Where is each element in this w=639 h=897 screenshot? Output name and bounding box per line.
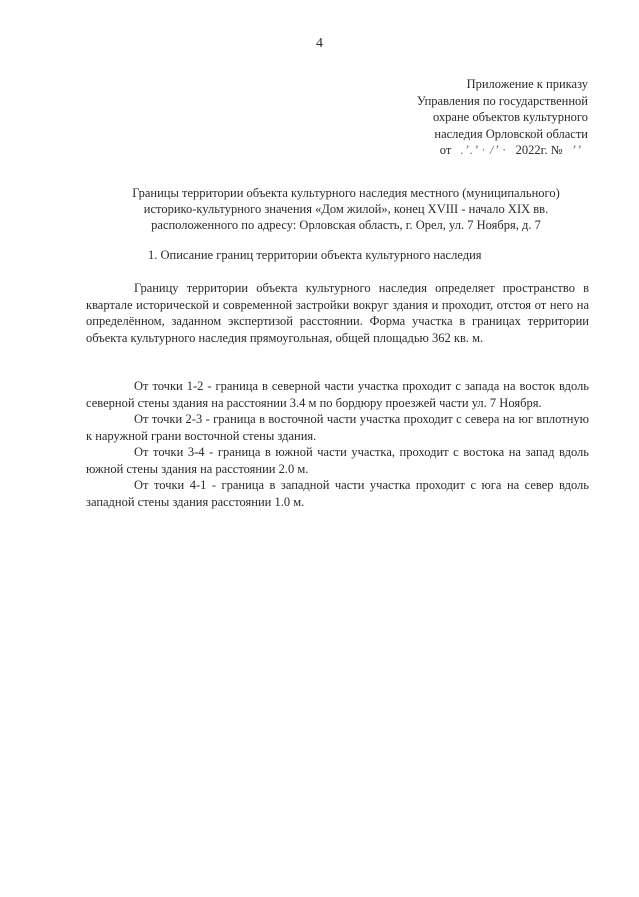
- order-year: 2022г. №: [515, 143, 563, 157]
- appendix-line: Управления по государственной: [416, 93, 588, 108]
- intro-paragraph: Границу территории объекта культурного наследия определяет пространство в квартале исторической и современной застройки вокруг здания и проходит, отстоя от него на определённом, заданном экспертизой расстоянии. Форма участка в границах территории объекта культурного наследия прямоугольная, общей площадью 362 кв. м.: [86, 281, 589, 345]
- appendix-header: [330, 76, 588, 159]
- boundary-points: [86, 378, 589, 510]
- intro-block: [86, 280, 589, 346]
- order-date-line: [330, 142, 588, 159]
- title-line: расположенного по адресу: Орловская область, г. Орел, ул. 7 Ноября, д. 7: [151, 218, 541, 232]
- date-prefix: от: [439, 143, 452, 157]
- page-number: 4: [316, 36, 323, 51]
- point-2-3-paragraph: От точки 2-3 - граница в восточной части участка проходит с севера на юг вплотную к наружной грани восточной стены здания.: [86, 412, 589, 443]
- point-1-2-paragraph: От точки 1-2 - граница в северной части участка проходит с запада на восток вдоль северной стены здания на расстоянии 3.4 м по бордюру проезжей части ул. 7 Ноября.: [86, 379, 589, 410]
- point-4-1-paragraph: От точки 4-1 - граница в западной части участка проходит с юга на север вдоль западной стены здания расстоянии 1.0 м.: [86, 478, 589, 509]
- appendix-line: Приложение к приказу: [466, 77, 588, 91]
- section-heading: 1. Описание границ территории объекта культурного наследия: [148, 248, 482, 262]
- appendix-line: охране объектов культурного: [432, 110, 588, 124]
- handwritten-date: .’.’ · /’ ·: [460, 143, 507, 157]
- appendix-line: наследия Орловской области: [434, 126, 588, 141]
- document-title: [100, 185, 592, 233]
- title-line: Границы территории объекта культурного наследия местного (муниципального): [132, 186, 560, 200]
- title-line: историко-культурного значения «Дом жилой», конец XVIII - начало XIX вв.: [143, 202, 549, 216]
- handwritten-number: ’ʼ: [571, 143, 582, 157]
- point-3-4-paragraph: От точки 3-4 - граница в южной части участка, проходит с востока на запад вдоль южной стены здания на расстоянии 2.0 м.: [86, 445, 589, 476]
